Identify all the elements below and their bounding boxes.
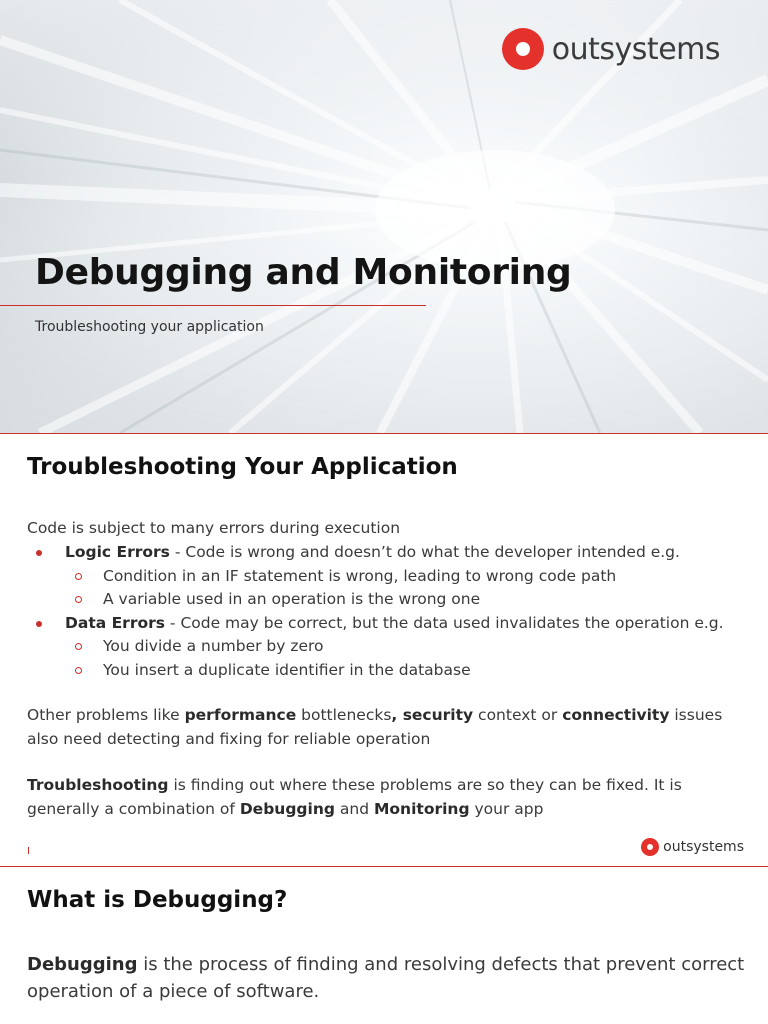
sub-list-item-text: Condition in an IF statement is wrong, leading to wrong code path [103,566,617,585]
bold-run: connectivity [562,706,670,724]
other-problems-paragraph [27,704,747,751]
sub-list-item-text: You insert a duplicate identifier in the database [103,660,471,679]
slide-title: Troubleshooting Your Application [27,454,458,480]
page-subtitle: Troubleshooting your application [35,319,264,335]
list-item-term: Logic Errors [65,543,170,561]
text-run: context or [473,706,563,724]
title-slide [0,0,768,433]
outsystems-logo-icon [502,28,544,70]
intro-text: Code is subject to many errors during execution [27,519,401,537]
sub-bullet-icon [75,667,82,674]
troubleshooting-definition-paragraph [27,774,747,821]
list-item-text: - Code is wrong and doesn’t do what the developer intended e.g. [169,543,680,561]
sub-list-item [27,659,747,683]
sub-bullet-icon [75,596,82,603]
slide-title: What is Debugging? [27,887,288,913]
list-item [27,541,747,565]
bullet-icon [36,550,42,556]
sub-bullet-icon [75,643,82,650]
outsystems-logo [502,28,720,70]
text-run: issues also need detecting and fixing for reliable operation [27,706,723,748]
sub-list-item-text: A variable used in an operation is the wrong one [103,590,481,608]
sub-bullet-icon [75,573,82,580]
bold-run: Debugging [27,954,138,975]
outsystems-logo-small [641,838,744,856]
text-run: bottlenecks [296,706,392,724]
bold-run: Debugging [239,799,335,818]
text-run: Other problems like [27,706,185,724]
text-run: is the process of finding and resolving defects that prevent correct operation of a piece of software. [27,954,745,1002]
logo-wordmark: outsystems [551,31,720,67]
page-title: Debugging and Monitoring [35,252,572,293]
what-is-debugging-slide [0,867,768,1024]
bold-run: Monitoring [373,799,470,818]
sub-list-item [27,635,747,659]
sub-list-item [27,588,747,612]
sub-list-item [27,565,747,589]
title-underline [0,305,426,306]
bullet-icon [36,621,42,627]
sub-list-item-text: You divide a number by zero [103,637,324,655]
list-item-text: - Code may be correct, but the data used invalidates the operation e.g. [165,613,724,632]
outsystems-logo-icon [641,838,659,856]
logo-wordmark: outsystems [663,839,744,855]
troubleshooting-slide [0,434,768,866]
error-list [27,541,747,682]
bold-run: , security [391,706,474,724]
debugging-definition-paragraph [27,951,747,1005]
slide-marker [28,847,29,854]
bold-run: Troubleshooting [27,776,169,794]
list-item-term: Data Errors [65,613,165,632]
list-item [27,612,747,636]
bold-run: performance [184,706,297,724]
text-run: is finding out where these problems are so they can be fixed. It is generally a combination of [27,776,682,818]
text-run: and [334,799,374,818]
text-run: your app [469,799,544,818]
